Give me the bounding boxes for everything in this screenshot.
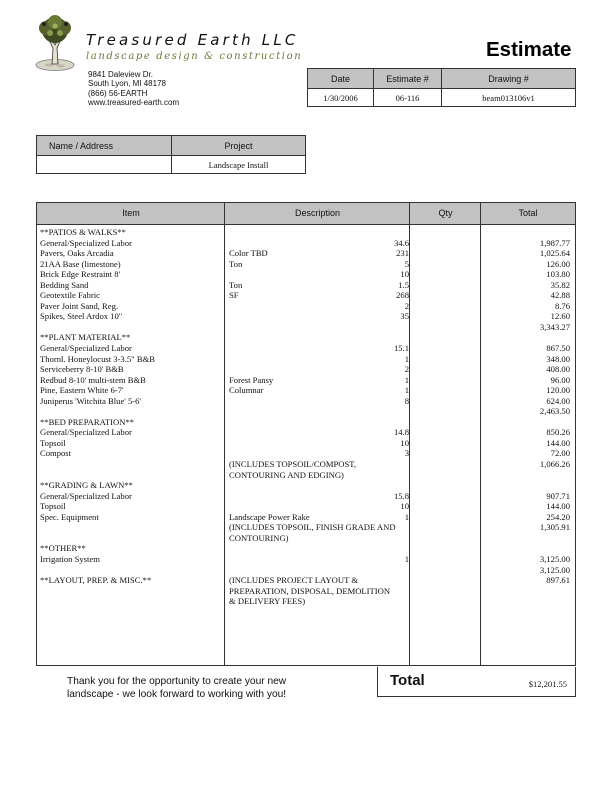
- table-row: [37, 248, 575, 259]
- row-item: **PLANT MATERIAL**: [40, 332, 131, 343]
- row-qty: 10: [400, 269, 409, 280]
- row-description: Color TBD: [229, 248, 268, 259]
- row-total: 1,305.91: [539, 522, 570, 533]
- table-row: [37, 459, 575, 470]
- row-qty: 15.8: [393, 490, 409, 501]
- row-item: General/Specialized Labor: [40, 490, 132, 501]
- table-row: [37, 238, 575, 249]
- row-total: 72.00: [550, 448, 570, 459]
- row-item: General/Specialized Labor: [40, 237, 132, 248]
- row-qty: 8: [404, 395, 409, 406]
- row-total: 42.88: [550, 290, 570, 301]
- row-total: 126.00: [546, 258, 570, 269]
- client-header-name-address: Name / Address: [37, 136, 172, 156]
- estimate-meta-table: [307, 68, 576, 107]
- client-name-address-value: [37, 156, 172, 174]
- table-row: [37, 586, 575, 597]
- row-qty: 14.8: [393, 427, 409, 438]
- client-project-value: Landscape Install: [172, 156, 306, 174]
- table-row: [37, 565, 575, 576]
- table-row: [37, 290, 575, 301]
- row-qty: 10: [400, 437, 409, 448]
- table-row: [37, 491, 575, 502]
- row-total: 850.26: [546, 427, 570, 438]
- address-website[interactable]: www.treasured-earth.com: [88, 97, 180, 107]
- row-item: Topsoil: [40, 501, 66, 512]
- row-item: **LAYOUT, PREP. & MISC.**: [40, 575, 152, 586]
- row-qty: 1.5: [398, 279, 409, 290]
- line-items-header: [37, 203, 575, 225]
- row-qty: 10: [400, 501, 409, 512]
- document-title: Estimate: [486, 38, 572, 61]
- table-row: [37, 522, 575, 533]
- meta-date-value: 1/30/2006: [308, 89, 374, 107]
- table-row: [37, 417, 575, 428]
- row-item: Compost: [40, 448, 72, 459]
- line-items-body: [37, 227, 575, 607]
- row-total: 897.61: [546, 575, 570, 586]
- table-row: [37, 332, 575, 343]
- address-phone: (866) 56-EARTH: [88, 88, 148, 98]
- row-description: & DELIVERY FEES): [229, 596, 306, 607]
- row-total: 1,025.64: [539, 248, 570, 259]
- client-table: [36, 135, 306, 174]
- row-item: Bedding Sand: [40, 279, 89, 290]
- client-header-project: Project: [172, 136, 306, 156]
- row-description: CONTOURING): [229, 532, 289, 543]
- row-item: Brick Edge Restraint 8': [40, 269, 121, 280]
- company-name: Treasured Earth LLC: [86, 31, 299, 49]
- header-total: Total: [518, 208, 538, 218]
- row-description: Landscape Power Rake: [229, 511, 310, 522]
- meta-drawing-number-value: beam013106v1: [442, 89, 576, 107]
- table-row: [37, 364, 575, 375]
- meta-header-date: Date: [308, 69, 374, 89]
- address-street: 9841 Daleview Dr.: [88, 70, 153, 79]
- row-total: 2,463.50: [539, 406, 570, 417]
- row-item: General/Specialized Labor: [40, 343, 132, 354]
- row-description: PREPARATION, DISPOSAL, DEMOLITION: [229, 585, 391, 596]
- table-row: [37, 596, 575, 607]
- row-item: General/Specialized Labor: [40, 427, 132, 438]
- table-row: [37, 406, 575, 417]
- table-row: [37, 512, 575, 523]
- grand-total-label: Total: [390, 672, 425, 689]
- row-description: CONTOURING AND EDGING): [229, 469, 344, 480]
- row-qty: 2: [404, 364, 409, 375]
- row-item: **OTHER**: [40, 543, 86, 554]
- row-item: 21AA Base (limestone): [40, 258, 121, 269]
- row-item: Spec. Equipment: [40, 511, 99, 522]
- row-qty: 1: [404, 553, 409, 564]
- table-row: [37, 385, 575, 396]
- table-row: [37, 375, 575, 386]
- grand-total-value: $12,201.55: [528, 679, 567, 689]
- row-qty: 268: [396, 290, 409, 301]
- row-qty: 34.6: [393, 237, 409, 248]
- row-item: Thornl. Honeylocust 3-3.5" B&B: [40, 353, 155, 364]
- row-qty: 1: [404, 511, 409, 522]
- row-qty: 5: [404, 258, 409, 269]
- row-qty: 3: [404, 448, 409, 459]
- row-item: Spikes, Steel Ardox 10": [40, 311, 123, 322]
- row-item: Irrigation System: [40, 553, 100, 564]
- row-total: 624.00: [546, 395, 570, 406]
- line-items-table: [36, 202, 576, 666]
- header-description: Description: [294, 208, 341, 218]
- thank-you-line-2: landscape - we look forward to working with you!: [67, 688, 287, 700]
- row-total: 1,066.26: [539, 459, 570, 470]
- table-row: [37, 322, 575, 333]
- row-item: Pavers, Oaks Arcadia: [40, 248, 114, 259]
- table-row: [37, 343, 575, 354]
- table-row: [37, 396, 575, 407]
- row-qty: 15.1: [393, 343, 409, 354]
- row-item: **GRADING & LAWN**: [40, 480, 133, 491]
- table-row: [37, 354, 575, 365]
- table-row: [37, 227, 575, 238]
- row-total: 348.00: [546, 353, 570, 364]
- row-description: (INCLUDES TOPSOIL, FINISH GRADE AND: [229, 522, 396, 533]
- row-item: Serviceberry 8-10' B&B: [40, 364, 124, 375]
- header-item: Item: [122, 208, 140, 218]
- table-row: [37, 554, 575, 565]
- row-total: 254.20: [546, 511, 570, 522]
- row-total: 96.00: [550, 374, 570, 385]
- meta-header-drawing-number: Drawing #: [442, 69, 576, 89]
- header-qty: Qty: [438, 208, 453, 218]
- row-total: 3,343.27: [539, 321, 570, 332]
- table-row: [37, 311, 575, 322]
- table-row: [37, 448, 575, 459]
- thank-you-message: [67, 676, 286, 701]
- company-logo-tree-icon: [33, 14, 77, 72]
- table-row: [37, 480, 575, 491]
- row-qty: 231: [396, 248, 409, 259]
- grand-total-box: [377, 667, 576, 697]
- row-qty: 1: [404, 353, 409, 364]
- row-description: Ton: [229, 279, 243, 290]
- row-total: 1,987.77: [539, 237, 570, 248]
- row-description: Forest Pansy: [229, 374, 274, 385]
- address-city: South Lyon, MI 48178: [88, 79, 166, 89]
- row-qty: 1: [404, 385, 409, 396]
- row-description: Ton: [229, 258, 243, 269]
- row-total: 3,125.00: [539, 553, 570, 564]
- table-row: [37, 501, 575, 512]
- row-total: 120.00: [546, 385, 570, 396]
- table-row: [37, 575, 575, 586]
- row-item: **BED PREPARATION**: [40, 416, 134, 427]
- row-total: 144.00: [546, 437, 570, 448]
- row-item: **PATIOS & WALKS**: [40, 227, 126, 237]
- row-qty: 1: [404, 374, 409, 385]
- table-row: [37, 259, 575, 270]
- table-row: [37, 470, 575, 481]
- row-total: 103.80: [546, 269, 570, 280]
- row-description: (INCLUDES PROJECT LAYOUT &: [229, 575, 358, 586]
- table-row: [37, 280, 575, 291]
- row-item: Paver Joint Sand, Reg.: [40, 300, 119, 311]
- table-row: [37, 301, 575, 312]
- row-total: 408.00: [546, 364, 570, 375]
- company-tagline: landscape design & construction: [86, 51, 303, 62]
- table-row: [37, 543, 575, 554]
- row-qty: 35: [400, 311, 409, 322]
- company-address: [88, 70, 179, 107]
- row-item: Juniperus 'Witchita Blue' 5-6': [40, 395, 141, 406]
- row-item: Geotextile Fabric: [40, 290, 100, 301]
- table-row: [37, 427, 575, 438]
- thank-you-line-1: Thank you for the opportunity to create your new: [67, 676, 287, 687]
- row-total: 12.60: [550, 311, 570, 322]
- row-total: 3,125.00: [539, 564, 570, 575]
- meta-header-estimate-number: Estimate #: [374, 69, 442, 89]
- row-item: Topsoil: [40, 437, 66, 448]
- row-description: SF: [229, 290, 239, 301]
- row-item: Pine, Eastern White 6-7': [40, 385, 124, 396]
- table-row: [37, 533, 575, 544]
- row-item: Redbud 8-10' multi-stem B&B: [40, 374, 146, 385]
- row-total: 144.00: [546, 501, 570, 512]
- meta-estimate-number-value: 06-116: [374, 89, 442, 107]
- row-total: 35.82: [550, 279, 570, 290]
- row-total: 907.71: [546, 490, 570, 501]
- row-total: 8.76: [554, 300, 570, 311]
- row-total: 867.50: [546, 343, 570, 354]
- row-description: Columnar: [229, 385, 264, 396]
- table-row: [37, 438, 575, 449]
- table-row: [37, 269, 575, 280]
- row-description: (INCLUDES TOPSOIL/COMPOST,: [229, 459, 357, 470]
- row-qty: 2: [404, 300, 409, 311]
